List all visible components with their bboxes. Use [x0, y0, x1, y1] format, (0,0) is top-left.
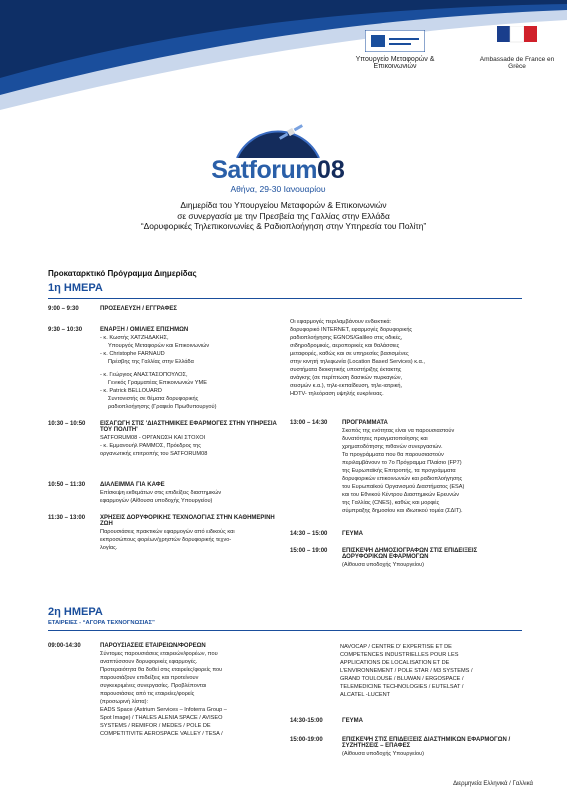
session-time: 14:30 – 15:00	[290, 531, 328, 537]
paragraph-line: μεταφορές, καθώς και σε υπηρεσίες βασισμένες	[290, 351, 409, 357]
session-row	[290, 548, 522, 569]
embassy-caption: Ambassade de France en Grèce	[479, 56, 555, 70]
day1-right-intro	[290, 318, 522, 398]
paragraph-line: NAVOCAP / CENTRE D’ EXPERTISE ET DE	[340, 644, 452, 650]
location-date: Αθήνα, 29-30 Ιανουαρίου	[230, 184, 326, 194]
session-time: 10:30 – 10:50	[48, 421, 86, 427]
session-line: δυνατότητες πραγματοποίησης και	[342, 436, 428, 442]
day2-left-column	[48, 643, 280, 738]
session-line: της Ευρωπαϊκής Επιτροπής, τα προγράμματα	[342, 468, 456, 474]
intro-line-1: Διημερίδα του Υπουργείου Μεταφορών & Επικοινωνιών	[180, 200, 387, 210]
paragraph-line: TELEMEDICINE TECHNOLOGIES / EUTELSAT /	[340, 684, 464, 690]
session-title: ΓΕΥΜΑ	[342, 531, 363, 537]
session-line: περιλαμβάνουν το 7ο Πρόγραμμα Πλαίσιο (FP7)	[342, 460, 462, 466]
session-line: εφαρμογών (Αίθουσα υποδοχής Υπουργείου)	[100, 498, 213, 504]
paragraph-line: σεισμών κ.α.), τηλε-εκπαίδευση, τηλε-ιατρική,	[290, 383, 403, 389]
session-line: ραδιοπλοήγησης (Γραφείο Πρωθυπουργού)	[108, 404, 217, 410]
session-row	[48, 515, 280, 552]
session-title: ΓΕΥΜΑ	[342, 718, 363, 724]
paragraph-line: συστήματα διοικητικής υποστήριξης έκτακτης	[290, 367, 402, 373]
session-time: 10:50 – 11:30	[48, 482, 86, 488]
day2-divider	[48, 630, 522, 631]
paragraph-line: COMPETENCES INDUSTRIELLES POUR LES	[340, 652, 459, 658]
day2-sublabel: ΕΤΑΙΡΕΙΕΣ - “ΑΓΟΡΑ ΤΕΧΝΟΓΝΩΣΙΑΣ”	[48, 620, 155, 626]
session-line: Πρέσβης της Γαλλίας στην Ελλάδα	[108, 359, 194, 365]
session-line: - κ. Κωστής ΧΑΤΖΗΔΑΚΗΣ,	[100, 335, 169, 341]
session-row	[48, 306, 280, 313]
session-line: Υπουργός Μεταφορών και Επικοινωνιών	[108, 343, 210, 349]
session-line: Τα προγράμματα που θα παρουσιαστούν	[342, 452, 444, 458]
session-time: 09:00-14:30	[48, 643, 81, 649]
session-line: οργανωτικής επιτροπής του SATFORUM08	[100, 451, 208, 457]
brand-name: Satforum	[211, 156, 317, 184]
paragraph-line: GRAND TOULOUSE / BLUWAN / ERGOSPACE /	[340, 676, 464, 682]
day1-label: 1η ΗΜΕΡΑ	[48, 282, 103, 294]
session-line: Παρουσιάσεις πρακτικών εφαρμογών από ειδικούς και	[100, 529, 235, 535]
session-line: - κ. Patrick BELLOUARD	[100, 388, 162, 394]
session-title: ΧΡΗΣΕΙΣ ΔΟΡΥΦΟΡΙΚΗΣ ΤΕΧΝΟΛΟΓΙΑΣ ΣΤΗΝ ΚΑΘΗΜΕΡΙΝΗ ΖΩΗ	[100, 515, 275, 527]
intro-line-2: σε συνεργασία με την Πρεσβεία της Γαλλίας στην Ελλάδα	[177, 210, 390, 221]
session-line: δορυφορικών επικοινωνιών και ραδιοπλοήγησης	[342, 476, 463, 482]
session-line: παρουσιάσεις από τις εταιρείες/φορείς	[100, 691, 195, 697]
session-body	[100, 643, 280, 738]
session-title: ΠΑΡΟΥΣΙΑΣΕΙΣ ΕΤΑΙΡΕΙΩΝ/ΦΟΡΕΩΝ	[100, 643, 206, 649]
satforum-brand	[180, 156, 376, 185]
ministry-logo-block	[345, 30, 445, 70]
session-line: χρηματοδότησης πιθανών συνεργασιών.	[342, 444, 443, 450]
program-title: Προκαταρκτικό Πρόγραμμα Διημερίδας	[48, 269, 197, 278]
french-republic-logo	[497, 26, 537, 52]
session-line: Συντονιστής σε θέματα δορυφορικής	[108, 396, 199, 402]
session-line: (προσωρινή λίστα):	[100, 699, 148, 705]
day2-right-column	[290, 718, 522, 758]
paragraph-line: L’ENVIRONNEMENT / POLE STAR / M3 SYSTEMS /	[340, 668, 473, 674]
session-line: Σύντομες παρουσιάσεις εταιρειών/φορέων, που	[100, 651, 218, 657]
session-body	[342, 718, 522, 725]
session-time: 11:30 – 13:00	[48, 515, 86, 521]
session-line: λογίας.	[100, 545, 118, 551]
session-row	[48, 421, 280, 458]
intro-line-3: “Δορυφορικές Τηλεπικοινωνίες & Ραδιοπλοήγηση στην Υπηρεσία του Πολίτη”	[140, 221, 427, 231]
session-body	[100, 327, 280, 411]
session-body	[342, 548, 522, 569]
brand-year: 08	[316, 156, 345, 184]
session-row	[48, 643, 280, 738]
session-line: αναπτύσσουν δορυφορικές εφαρμογές.	[100, 659, 198, 665]
session-line: Σκοπός της ενότητας είναι να παρουσιαστούν	[342, 428, 455, 434]
session-row	[48, 327, 280, 411]
session-body	[100, 482, 280, 505]
ministry-logo	[365, 30, 425, 52]
session-row	[290, 718, 522, 725]
paragraph-line: APPLICATIONS DE LOCALISATION ET DE	[340, 660, 450, 666]
session-line: Γενικός Γραμματέας Επικοινωνιών ΥΜΕ	[108, 380, 207, 386]
paragraph-line: σιδηροδρομικές, αεροπορικές και θαλάσσιες	[290, 343, 400, 349]
session-line: Προτεραιότητα θα δοθεί στις εταιρείες/φορείς που	[100, 667, 223, 673]
session-row	[290, 737, 522, 758]
session-body	[342, 420, 522, 515]
session-title: ΠΡΟΣΕΛΕΥΣΗ / ΕΓΓΡΑΦΕΣ	[100, 306, 178, 312]
session-body	[342, 737, 522, 758]
session-body	[100, 306, 280, 313]
session-row	[290, 531, 522, 538]
session-time: 9:30 – 10:30	[48, 327, 83, 333]
session-line: (Αίθουσα υποδοχής Υπουργείου)	[342, 562, 425, 568]
session-title: ΕΝΑΡΞΗ / ΟΜΙΛΙΕΣ ΕΠΙΣΗΜΩΝ	[100, 327, 189, 333]
session-time: 14:30-15:00	[290, 718, 323, 724]
session-line: Spot Image) / THALES ALENIA SPACE / AVISEO	[100, 715, 223, 721]
session-time: 15:00-19:00	[290, 737, 323, 743]
session-line: παρουσιάζουν επιδείξεις και προτείνουν	[100, 675, 199, 681]
session-line: της Γαλλίας (CNES), καθώς και μορφές	[342, 500, 440, 506]
paragraph-line: δορυφορικό INTERNET, εφαρμογές δορυφορικής	[290, 327, 413, 333]
satellite-globe-icon	[233, 118, 323, 158]
session-body	[100, 515, 280, 552]
session-title: ΕΠΙΣΚΕΨΗ ΔΗΜΟΣΙΟΓΡΑΦΩΝ ΣΤΙΣ ΕΠΙΔΕΙΞΕΙΣ ΔΟΡΥΦΟΡΙΚΩΝ ΕΦΑΡΜΟΓΩΝ	[342, 548, 478, 560]
session-title: ΕΠΙΣΚΕΨΗ ΣΤΙΣ ΕΠΙΔΕΙΞΕΙΣ ΔΙΑΣΤΗΜΙΚΩΝ ΕΦΑΡΜΟΓΩΝ / ΣΥΖΗΤΗΣΕΙΣ – ΕΠΑΦΕΣ	[342, 737, 511, 749]
day2-label: 2η ΗΜΕΡΑ	[48, 606, 103, 618]
session-title: ΔΙΑΛΕΙΜΜΑ ΓΙΑ ΚΑΦΕ	[100, 482, 165, 488]
session-line: συγκεκριμένες συνεργασίες. Προβλέπονται	[100, 683, 207, 689]
session-line: - κ. Γεώργιος ΑΝΑΣΤΑΣΟΠΟΥΛΟΣ,	[100, 372, 188, 378]
session-body	[100, 421, 280, 458]
session-line: και του Εθνικού Κέντρου Διαστημικών Ερευνών	[342, 492, 460, 498]
session-line: Επίσκεψη εκθεμάτων στις επιδείξεις διαστημικών	[100, 490, 222, 496]
intro-block	[40, 200, 527, 232]
session-line: του Ευρωπαϊκού Οργανισμού Διαστήματος (ESA)	[342, 484, 465, 490]
paragraph-line: ALCATEL -LUCENT	[340, 692, 391, 698]
session-line: COMPETITIVITE AEROSPACE VALLEY / TESA /	[100, 731, 223, 737]
paragraph-line: στην κινητή τηλεφωνία (Location Based Services) κ.α.,	[290, 359, 425, 365]
embassy-logo-block	[472, 26, 562, 70]
session-line: EADS Space (Astrium Services – Infoterra Group –	[100, 707, 227, 713]
paragraph-line: HDTV- τηλεόραση υψηλής ευκρίνειας.	[290, 391, 384, 397]
session-row	[290, 420, 522, 515]
session-time: 13:00 – 14:30	[290, 420, 328, 426]
session-time: 9:00 – 9:30	[48, 306, 79, 312]
session-row	[48, 482, 280, 505]
interpretation-note: Διερμηνεία Ελληνικά / Γαλλικά	[453, 781, 533, 787]
session-line: εκπροσώπους φορέων/χρηστών δορυφορικής τεχνο-	[100, 537, 232, 543]
session-title: ΠΡΟΓΡΑΜΜΑΤΑ	[342, 420, 388, 426]
session-line: SATFORUM08 - ΟΡΓΑΝΩΣΗ ΚΑΙ ΣΤΟΧΟΙ	[100, 435, 206, 441]
session-body	[342, 531, 522, 538]
day2-right-intro	[340, 643, 530, 699]
day1-divider	[48, 298, 522, 299]
session-line: SYSTEMS / REMIFOR / MEDES / POLE DE	[100, 723, 211, 729]
session-line: (Αίθουσα υποδοχής Υπουργείου)	[342, 751, 425, 757]
day1-right-column	[290, 420, 522, 569]
session-time: 15:00 – 19:00	[290, 548, 328, 554]
session-title: ΕΙΣΑΓΩΓΗ ΣΤΙΣ 'ΔΙΑΣΤΗΜΙΚΕΣ ΕΦΑΡΜΟΓΕΣ ΣΤΗΝ ΥΠΗΡΕΣΙΑ ΤΟΥ ΠΟΛΙΤΗ'	[100, 421, 277, 433]
ministry-caption: Υπουργείο Μεταφορών & Επικοινωνιών	[355, 56, 435, 70]
session-line: σύμπραξης δημοσίου και ιδιωτικού τομέα (ΣΔΙΤ).	[342, 508, 463, 514]
session-line: - κ. Christophe FARNAUD	[100, 351, 165, 357]
paragraph-line: ραδιοπλοήγησης EGNOS/Galileo στις οδικές,	[290, 335, 403, 341]
session-line: - κ. Εμμανουήλ ΡΑΜΜΟΣ, Πρόεδρος της	[100, 443, 201, 449]
paragraph-line: ανάγκης (σε περίπτωση δασικών πυρκαγιών,	[290, 375, 403, 381]
paragraph-line: Οι εφαρμογές περιλαμβάνουν ενδεικτικά:	[290, 319, 392, 325]
day1-left-column	[48, 306, 280, 552]
